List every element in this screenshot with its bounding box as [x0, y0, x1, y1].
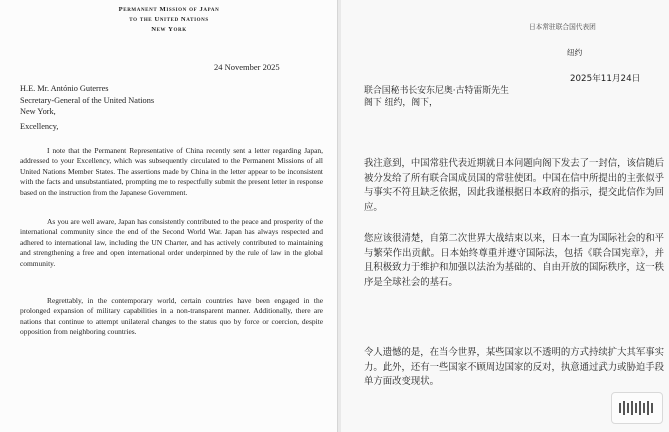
organization-name: 日本常驻联合国代表团	[529, 23, 596, 31]
city-name: 纽约	[567, 48, 583, 57]
recipient-address-zh	[364, 85, 509, 110]
letterhead-line-2: to the United Nations	[129, 16, 209, 23]
letterhead-line-1: Permanent Mission of Japan	[118, 6, 220, 13]
letter-date-zh: 2025年11月24日	[570, 74, 641, 84]
paragraph-2-zh: 您应该很清楚，自第二次世界大战结束以来，日本一直为国际社会的和平与繁荣作出贡献。日本始终尊重并遵守国际法，包括《联合国宪章》，并且积极致力于维护和加强以法治为基础的、自由开放的国际秩序，这一秩序是全球社会的基石。	[364, 233, 665, 289]
salutation: Excellency,	[20, 122, 59, 131]
paragraph-1: I note that the Permanent Representative of China recently sent a letter regarding Japan, addressed to your Excellency, which was subsequently circulated to the Permanent Missions of all United Nations Member States. The assertions made by China in the letter appear to be inconsistent with the facts and unsubstantiated, prompting me to respectfully submit the present letter in response based on the instruction from the Japanese Government.	[20, 146, 323, 197]
letter-date: 24 November 2025	[214, 62, 280, 72]
recipient-line-3: New York,	[20, 107, 56, 117]
recipient-line-1-zh: 联合国秘书长安东尼奥·古特雷斯先生	[364, 86, 509, 96]
paragraph-3-zh: 令人遗憾的是，在当今世界，某些国家以不透明的方式持续扩大其军事实力。此外，还有一些国家不顾周边国家的反对，执意通过武力或胁迫手段单方面改变现状。	[364, 347, 665, 388]
recipient-address	[20, 83, 154, 118]
recipient-line-2: Secretary-General of the United Nations	[20, 95, 155, 105]
watermark-logo-icon	[611, 392, 663, 424]
letterhead-line-3: New York	[151, 26, 187, 33]
recipient-line-1: H.E. Mr. António Guterres	[20, 84, 109, 93]
paragraph-1-zh: 我注意到，中国常驻代表近期就日本问题向阁下发去了一封信，该信随后被分发给了所有联合国成员国的常驻使团。中国在信中所提出的主张似乎与事实不符且缺乏依据，因此我谨根据日本政府的指示，提交此信作为回应。	[364, 158, 665, 214]
recipient-line-2-zh: 阁下 纽约，阁下，	[364, 98, 438, 109]
letterhead	[0, 5, 338, 35]
paragraph-3: Regrettably, in the contemporary world, certain countries have been engaged in the prolonged expansion of military capabilities in a non-transparent manner. Additionally, there are nations that continue to attempt unilateral changes to the status quo by force or coercion, despite opposition from neighboring countries.	[20, 296, 323, 337]
paragraph-2: As you are well aware, Japan has consistently contributed to the peace and prosperity of the international community since the end of the Second World War. Japan has always respected and adhered to international law, including the UN Charter, and has actively contributed to maintaining and strengthening a free and open international order underpinned by the rule of law in the global community.	[20, 217, 323, 268]
watermark-logo-graphic	[617, 398, 657, 418]
chinese-translation-page	[341, 0, 669, 432]
